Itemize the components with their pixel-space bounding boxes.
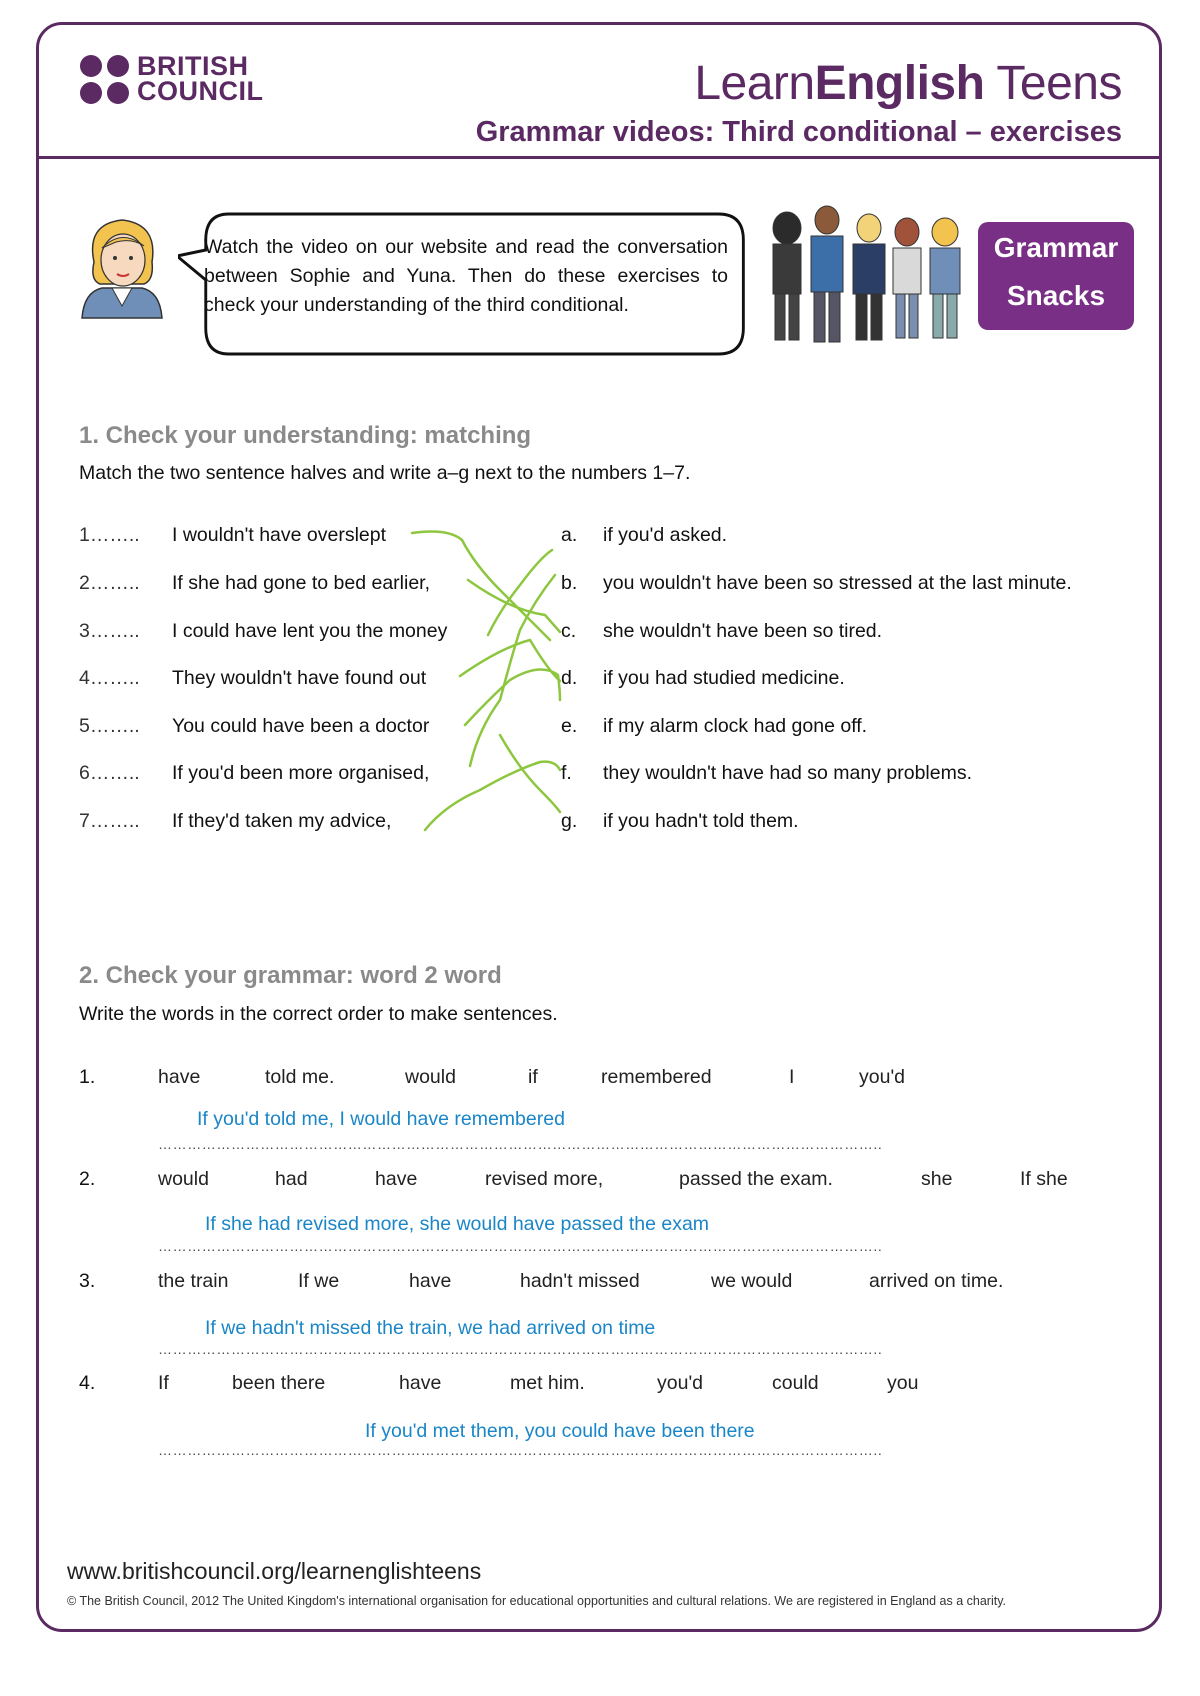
word-tile: you xyxy=(887,1372,919,1394)
logo-dots-icon xyxy=(80,55,129,104)
match-letter: b. xyxy=(561,572,578,594)
match-number[interactable]: 3…….. xyxy=(79,620,140,642)
answer-dotline: ………………………………………………………………………………………………………………………………….. xyxy=(158,1442,883,1458)
word-tile: If xyxy=(158,1372,169,1394)
matching-row xyxy=(79,667,1159,697)
word-tile: If we xyxy=(298,1270,340,1292)
match-letter: d. xyxy=(561,667,578,689)
match-letter: g. xyxy=(561,810,578,832)
word-tile: if xyxy=(528,1066,538,1088)
matching-row xyxy=(79,762,1159,792)
word-order-item xyxy=(79,1372,1079,1402)
match-number[interactable]: 6…….. xyxy=(79,762,140,784)
word-tile: If she xyxy=(1020,1168,1068,1190)
item-number: 2. xyxy=(79,1168,96,1190)
matching-row xyxy=(79,572,1159,602)
logo-line-1: BRITISH xyxy=(137,51,249,81)
footer-copyright: © The British Council, 2012 The United Kingdom's international organisation for educational opportunities and cultural relations. We are registered in England as a charity. xyxy=(67,1594,1006,1608)
word-tile: you'd xyxy=(859,1066,906,1088)
match-right-text: if you had studied medicine. xyxy=(603,667,845,689)
word-tile: have xyxy=(399,1372,442,1394)
word-tile: would xyxy=(405,1066,456,1088)
logo-line-2: COUNCIL xyxy=(137,76,264,106)
match-left-text: I wouldn't have overslept xyxy=(172,524,387,546)
word-tile: could xyxy=(772,1372,819,1394)
match-left-text: If she had gone to bed earlier, xyxy=(172,572,431,594)
match-number[interactable]: 1…….. xyxy=(79,524,140,546)
word-tile: revised more, xyxy=(485,1168,604,1190)
word-tile: have xyxy=(375,1168,418,1190)
match-right-text: if my alarm clock had gone off. xyxy=(603,715,868,737)
word-order-item xyxy=(79,1168,1079,1198)
answer-dotline: ………………………………………………………………………………………………………………………………….. xyxy=(158,1238,883,1254)
match-number[interactable]: 7…….. xyxy=(79,810,140,832)
page-title: Grammar videos: Third conditional – exercises xyxy=(475,116,1122,148)
word-tile: been there xyxy=(232,1372,326,1394)
learnenglish-teens-brand: LearnEnglish Teens xyxy=(694,57,1122,110)
match-left-text: If you'd been more organised, xyxy=(172,762,430,784)
answer-dotline: ………………………………………………………………………………………………………………………………….. xyxy=(158,1341,883,1357)
match-right-text: they wouldn't have had so many problems. xyxy=(603,762,973,784)
grammar-snacks-badge: Grammar Snacks xyxy=(978,222,1134,330)
match-left-text: They wouldn't have found out xyxy=(172,667,427,689)
british-council-logo xyxy=(80,51,264,106)
answer-text[interactable]: If you'd met them, you could have been there xyxy=(365,1420,755,1442)
answer-text[interactable]: If you'd told me, I would have remembered xyxy=(197,1108,565,1130)
match-left-text: You could have been a doctor xyxy=(172,715,430,737)
item-number: 3. xyxy=(79,1270,96,1292)
matching-row xyxy=(79,810,1159,840)
match-letter: c. xyxy=(561,620,577,642)
grammar-snacks-characters-icon xyxy=(765,200,995,350)
match-letter: f. xyxy=(561,762,572,784)
word-tile: had xyxy=(275,1168,308,1190)
item-number: 4. xyxy=(79,1372,96,1394)
word-tile: told me. xyxy=(265,1066,335,1088)
word-tile: passed the exam. xyxy=(679,1168,833,1190)
match-right-text: if you'd asked. xyxy=(603,524,728,546)
section-2-instruction: Write the words in the correct order to make sentences. xyxy=(79,1003,558,1025)
footer-url[interactable]: www.britishcouncil.org/learnenglishteens xyxy=(67,1558,482,1584)
word-tile: she xyxy=(921,1168,953,1190)
intro-text: Watch the video on our website and read the conversation between Sophie and Yuna. Then do these exercises to check your understanding of the third conditional. xyxy=(204,236,728,316)
word-tile: arrived on time. xyxy=(869,1270,1004,1292)
word-tile: I xyxy=(789,1066,795,1088)
word-tile: have xyxy=(409,1270,452,1292)
match-right-text: if you hadn't told them. xyxy=(603,810,799,832)
match-letter: a. xyxy=(561,524,578,546)
match-left-text: I could have lent you the money xyxy=(172,620,448,642)
sophie-illustration-icon xyxy=(72,210,172,322)
word-tile: remembered xyxy=(601,1066,712,1088)
match-number[interactable]: 5…….. xyxy=(79,715,140,737)
answer-dotline: ………………………………………………………………………………………………………………………………….. xyxy=(158,1136,883,1152)
word-tile: hadn't missed xyxy=(520,1270,640,1292)
matching-row xyxy=(79,620,1159,650)
word-tile: have xyxy=(158,1066,201,1088)
match-number[interactable]: 2…….. xyxy=(79,572,140,594)
answer-text[interactable]: If she had revised more, she would have passed the exam xyxy=(205,1213,710,1235)
matching-row xyxy=(79,524,1159,554)
answer-text[interactable]: If we hadn't missed the train, we had arrived on time xyxy=(205,1317,656,1339)
item-number: 1. xyxy=(79,1066,96,1088)
word-order-item xyxy=(79,1270,1079,1300)
section-2-title: 2. Check your grammar: word 2 word xyxy=(79,962,502,989)
match-number[interactable]: 4…….. xyxy=(79,667,140,689)
header-divider xyxy=(36,156,1162,159)
match-right-text: you wouldn't have been so stressed at the last minute. xyxy=(603,572,1072,594)
word-order-item xyxy=(79,1066,1079,1096)
matching-row xyxy=(79,715,1159,745)
word-tile: met him. xyxy=(510,1372,585,1394)
section-1-instruction: Match the two sentence halves and write a–g next to the numbers 1–7. xyxy=(79,462,691,484)
word-tile: you'd xyxy=(657,1372,704,1394)
word-tile: we would xyxy=(711,1270,793,1292)
match-letter: e. xyxy=(561,715,578,737)
section-1-title: 1. Check your understanding: matching xyxy=(79,422,532,449)
word-tile: the train xyxy=(158,1270,229,1292)
match-right-text: she wouldn't have been so tired. xyxy=(603,620,883,642)
word-tile: would xyxy=(158,1168,209,1190)
match-left-text: If they'd taken my advice, xyxy=(172,810,392,832)
